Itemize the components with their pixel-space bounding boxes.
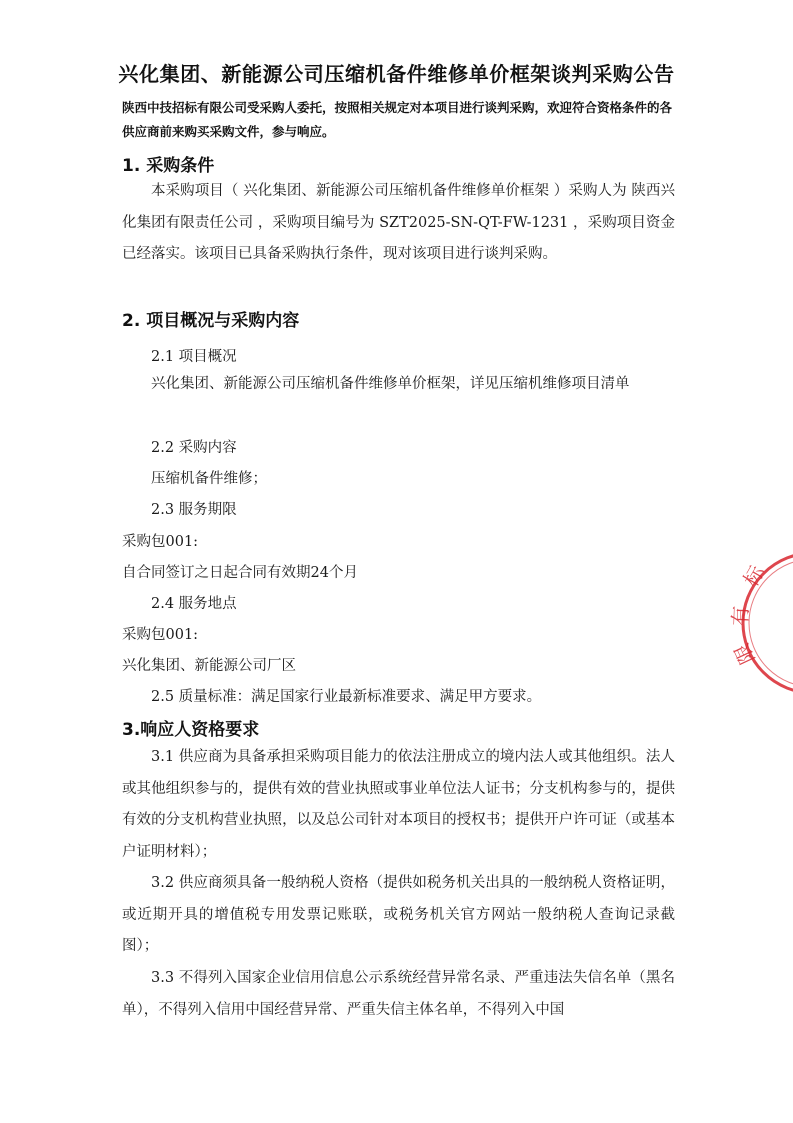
section2-1-title: 2.1 项目概况 xyxy=(151,349,237,365)
section2-3-text: 自合同签订之日起合同有效期24个月 xyxy=(122,565,358,581)
section1-heading: 1. 采购条件 xyxy=(122,156,215,176)
section2-3-package: 采购包001: xyxy=(122,534,199,550)
section2-heading: 2. 项目概况与采购内容 xyxy=(122,311,300,331)
section2-1-text: 兴化集团、新能源公司压缩机备件维修单价框架，详见压缩机维修项目清单 xyxy=(151,376,630,392)
section1-paragraph: 本采购项目（ 兴化集团、新能源公司压缩机备件维修单价框架 ）采购人为 陕西兴化集团有限责任公司 ，采购项目编号为 SZT2025-SN-QT-FW-1231 ，采购项目资金已经落实。该项目已具备采购执行条件，现对该项目进行谈判采购。 xyxy=(122,183,675,262)
section2-2-title: 2.2 采购内容 xyxy=(151,440,237,456)
intro-paragraph: 陕西中技招标有限公司受采购人委托，按照相关规定对本项目进行谈判采购，欢迎符合资格条件的各供应商前来购买采购文件，参与响应。 xyxy=(122,100,673,139)
company-seal-stamp xyxy=(728,548,793,698)
section2-4-title: 2.4 服务地点 xyxy=(151,596,237,612)
section2-4-package: 采购包001: xyxy=(122,627,199,643)
section2-5-text: 2.5 质量标准：满足国家行业最新标准要求、满足甲方要求。 xyxy=(151,689,542,705)
section3-3-paragraph: 3.3 不得列入国家企业信用信息公示系统经营异常名录、严重违法失信名单（黑名单），不得列入信用中国经营异常、严重失信主体名单，不得列入中国 xyxy=(122,970,675,1018)
section3-heading: 3.响应人资格要求 xyxy=(122,720,260,740)
section2-4-text: 兴化集团、新能源公司厂区 xyxy=(122,658,296,674)
document-title: 兴化集团、新能源公司压缩机备件维修单价框架谈判采购公告 xyxy=(118,62,675,86)
section3-2-paragraph: 3.2 供应商须具备一般纳税人资格（提供如税务机关出具的一般纳税人资格证明，或近期开具的增值税专用发票记账联，或税务机关官方网站一般纳税人查询记录截图）； xyxy=(122,875,675,954)
svg-text:限: 限 xyxy=(729,639,760,669)
svg-text:标: 标 xyxy=(738,561,770,591)
section2-3-title: 2.3 服务期限 xyxy=(151,502,237,518)
svg-text:有: 有 xyxy=(728,605,753,627)
section3-1-paragraph: 3.1 供应商为具备承担采购项目能力的依法注册成立的境内法人或其他组织。法人或其他组织参与的，提供有效的营业执照或事业单位法人证书；分支机构参与的，提供有效的分支机构营业执照，以及总公司针对本项目的授权书；提供开户许可证（或基本户证明材料）； xyxy=(122,749,675,860)
section2-2-text: 压缩机备件维修； xyxy=(151,471,267,487)
